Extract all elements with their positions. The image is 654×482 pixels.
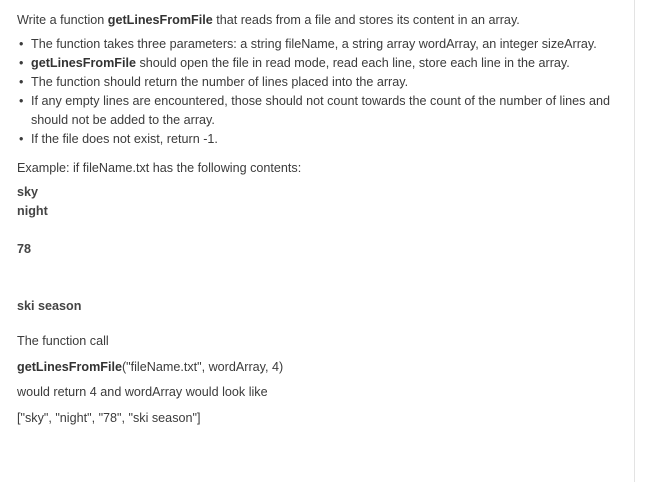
- intro-function-name: getLinesFromFile: [107, 13, 213, 27]
- requirement-item: [17, 92, 627, 130]
- requirement-item: [17, 73, 627, 92]
- requirement-item: [17, 130, 627, 149]
- file-line-blank: [17, 278, 627, 297]
- requirement-text: If the file does not exist, return -1.: [31, 132, 218, 146]
- file-line: sky: [17, 185, 39, 199]
- intro-prefix: Write a function: [17, 13, 108, 27]
- bullet-icon: •: [19, 94, 24, 108]
- file-contents-block: [17, 183, 627, 316]
- requirement-text: If any empty lines are encountered, those should not count towards the count of the number of lines and should not be added to the array.: [31, 94, 610, 127]
- question-content: [17, 11, 627, 428]
- function-call-label: The function call: [17, 334, 109, 348]
- result-text: would return 4 and wordArray would look like: [17, 385, 268, 399]
- function-call-name: getLinesFromFile: [17, 360, 122, 374]
- file-line: night: [17, 204, 48, 218]
- requirement-text: should open the file in read mode, read each line, store each line in the array.: [135, 56, 570, 70]
- requirement-item: [17, 54, 627, 73]
- intro-suffix: that reads from a file and stores its content in an array.: [212, 13, 520, 27]
- function-call: [17, 358, 627, 377]
- example-intro: Example: if fileName.txt has the following contents:: [17, 161, 302, 175]
- bullet-icon: •: [19, 132, 24, 146]
- intro-paragraph: [17, 11, 627, 30]
- file-line-blank: [17, 221, 627, 240]
- requirement-bold: getLinesFromFile: [31, 56, 136, 70]
- file-line-blank: [17, 259, 627, 278]
- file-line: 78: [17, 242, 32, 256]
- array-text: ["sky", "night", "78", "ski season"]: [17, 411, 201, 425]
- requirements-list: [17, 35, 627, 149]
- requirement-text: The function should return the number of lines placed into the array.: [31, 75, 409, 89]
- bullet-icon: •: [19, 37, 24, 51]
- requirement-item: [17, 35, 627, 54]
- bullet-icon: •: [19, 75, 24, 89]
- function-call-args: ("fileName.txt", wordArray, 4): [121, 360, 284, 374]
- bullet-icon: •: [19, 56, 24, 70]
- requirement-text: The function takes three parameters: a string fileName, a string array wordArray, an integer sizeArray.: [31, 37, 597, 51]
- file-line: ski season: [17, 299, 82, 313]
